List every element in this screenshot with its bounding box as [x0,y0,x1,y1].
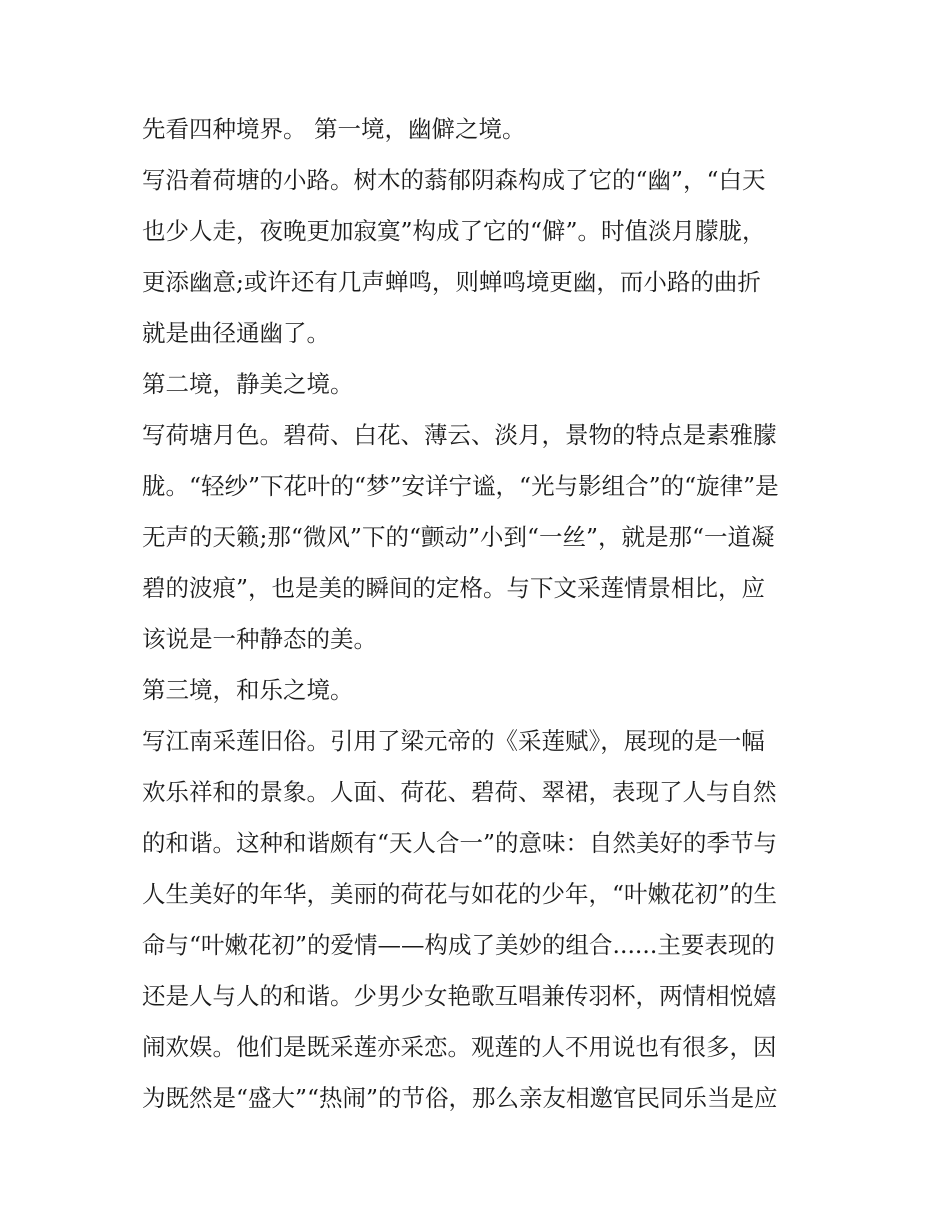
text-line: 更添幽意;或许还有几声蝉鸣，则蝉鸣境更幽，而小路的曲折 [142,268,761,296]
text-line: 碧的波痕”，也是美的瞬间的定格。与下文采莲情景相比，应 [142,574,766,602]
text-line: 先看四种境界。 第一境，幽僻之境。 [142,115,526,143]
text-line: 为既然是“盛大”“热闹”的节俗，那么亲友相邀官民同乐当是应 [142,1084,778,1112]
text-line: 的和谐。这种和谐颇有“天人合一”的意味：自然美好的季节与 [142,829,778,857]
text-line: 欢乐祥和的景象。人面、荷花、碧荷、翠裙，表现了人与自然 [142,778,777,806]
text-line: 无声的天籁;那“微风”下的“颤动”小到“一丝”，就是那“一道凝 [142,523,775,551]
text-line: 就是曲径通幽了。 [142,319,330,347]
text-line: 还是人与人的和谐。少男少女艳歌互唱兼传羽杯，两情相悦嬉 [142,982,777,1010]
text-line: 写江南采莲旧俗。引用了梁元帝的《采莲赋》，展现的是一幅 [142,727,765,755]
text-line: 命与“叶嫩花初”的爱情——构成了美妙的组合......主要表现的 [142,931,775,959]
text-line: 胧。“轻纱”下花叶的“梦”安详宁谧，“光与影组合”的“旋律”是 [142,472,779,500]
section-heading: 第三境，和乐之境。 [142,676,354,704]
text-line: 写荷塘月色。碧荷、白花、薄云、淡月，景物的特点是素雅朦 [142,421,777,449]
text-line: 人生美好的年华，美丽的荷花与如花的少年，“叶嫩花初”的生 [142,880,778,908]
text-line: 闹欢娱。他们是既采莲亦采恋。观莲的人不用说也有很多，因 [142,1033,777,1061]
text-line: 写沿着荷塘的小路。树木的蓊郁阴森构成了它的“幽”，“白天 [142,166,766,194]
section-heading: 第二境，静美之境。 [142,370,354,398]
text-line: 该说是一种静态的美。 [142,625,377,653]
text-line: 也少人走，夜晚更加寂寞”构成了它的“僻”。时值淡月朦胧， [142,217,766,245]
